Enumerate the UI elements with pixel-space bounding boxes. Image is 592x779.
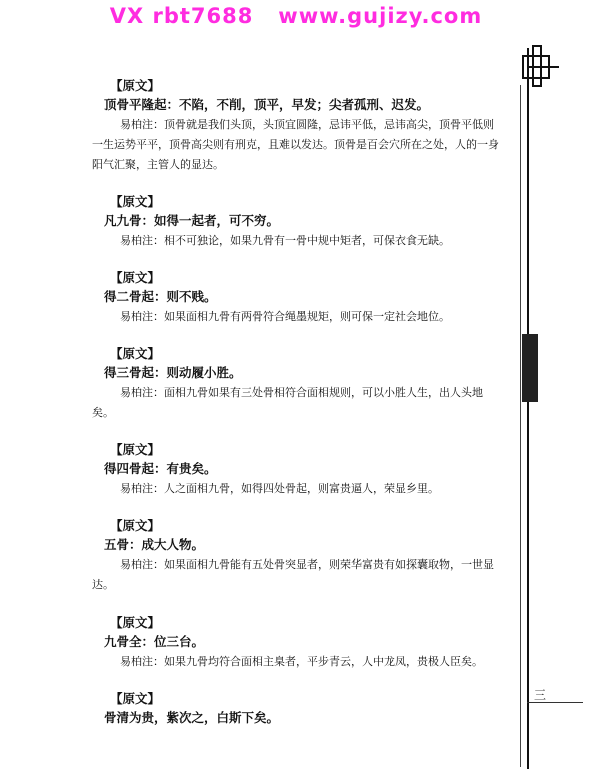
section-5 [88, 440, 500, 499]
page-number: 三 [534, 688, 547, 702]
commentary-text: 易柏注：人之面相九骨，如得四处骨起，则富贵逼人，荣显乡里。 [120, 482, 439, 495]
original-text: 骨清为贵，紫次之，白斯下矣。 [104, 710, 280, 725]
document-body [88, 76, 500, 728]
section-8 [88, 689, 500, 728]
section-1 [88, 76, 500, 175]
section-heading: 【原文】 [110, 518, 161, 533]
section-heading: 【原文】 [110, 194, 161, 209]
original-text: 得二骨起：则不贱。 [104, 289, 217, 304]
section-heading: 【原文】 [110, 346, 161, 361]
knot-ornament-icon [515, 40, 575, 100]
original-text: 九骨全：位三台。 [104, 634, 205, 649]
original-text: 得四骨起：有贵矣。 [104, 461, 217, 476]
section-3 [88, 268, 500, 327]
commentary-text: 易柏注：相不可独论，如果九骨有一骨中规中矩者，可保衣食无缺。 [120, 234, 450, 247]
original-text: 凡九骨：如得一起者，可不穷。 [104, 213, 280, 228]
section-heading: 【原文】 [110, 270, 161, 285]
section-heading: 【原文】 [110, 615, 161, 630]
original-text: 五骨：成大人物。 [104, 537, 205, 552]
section-7 [88, 613, 500, 672]
section-heading: 【原文】 [110, 442, 161, 457]
commentary-text: 易柏注：如果面相九骨有两骨符合绳墨规矩，则可保一定社会地位。 [120, 310, 450, 323]
section-heading: 【原文】 [110, 691, 161, 706]
commentary-text: 易柏注：如果面相九骨能有五处骨突显者，则荣华富贵有如探囊取物，一世显达。 [92, 558, 494, 591]
original-text: 顶骨平隆起：不陷，不削，顶平，早发；尖者孤刑、迟发。 [104, 97, 430, 112]
commentary-text: 易柏注：顶骨就是我们头顶，头顶宜圆隆，忌讳平低，忌讳高尖，顶骨平低则一生运势平平，顶骨高尖则有刑克，且难以发达。顶骨是百会穴所在之处，人的一身阳气汇聚，主管人的显达。 [92, 118, 499, 171]
commentary-text: 易柏注：面相九骨如果有三处骨相符合面相规则，可以小胜人生，出人头地矣。 [92, 386, 483, 419]
section-2 [88, 192, 500, 251]
side-tab-marker [522, 334, 538, 402]
watermark-text: VX rbt7688 www.gujizy.com [109, 4, 483, 28]
page-border-line [527, 48, 529, 769]
page-inner-line [520, 85, 521, 767]
commentary-text: 易柏注：如果九骨均符合面相主臬者，平步青云，人中龙凤，贵极人臣矣。 [120, 655, 483, 668]
section-heading: 【原文】 [110, 78, 161, 93]
section-4 [88, 344, 500, 423]
section-6 [88, 516, 500, 595]
original-text: 得三骨起：则动履小胜。 [104, 365, 242, 380]
